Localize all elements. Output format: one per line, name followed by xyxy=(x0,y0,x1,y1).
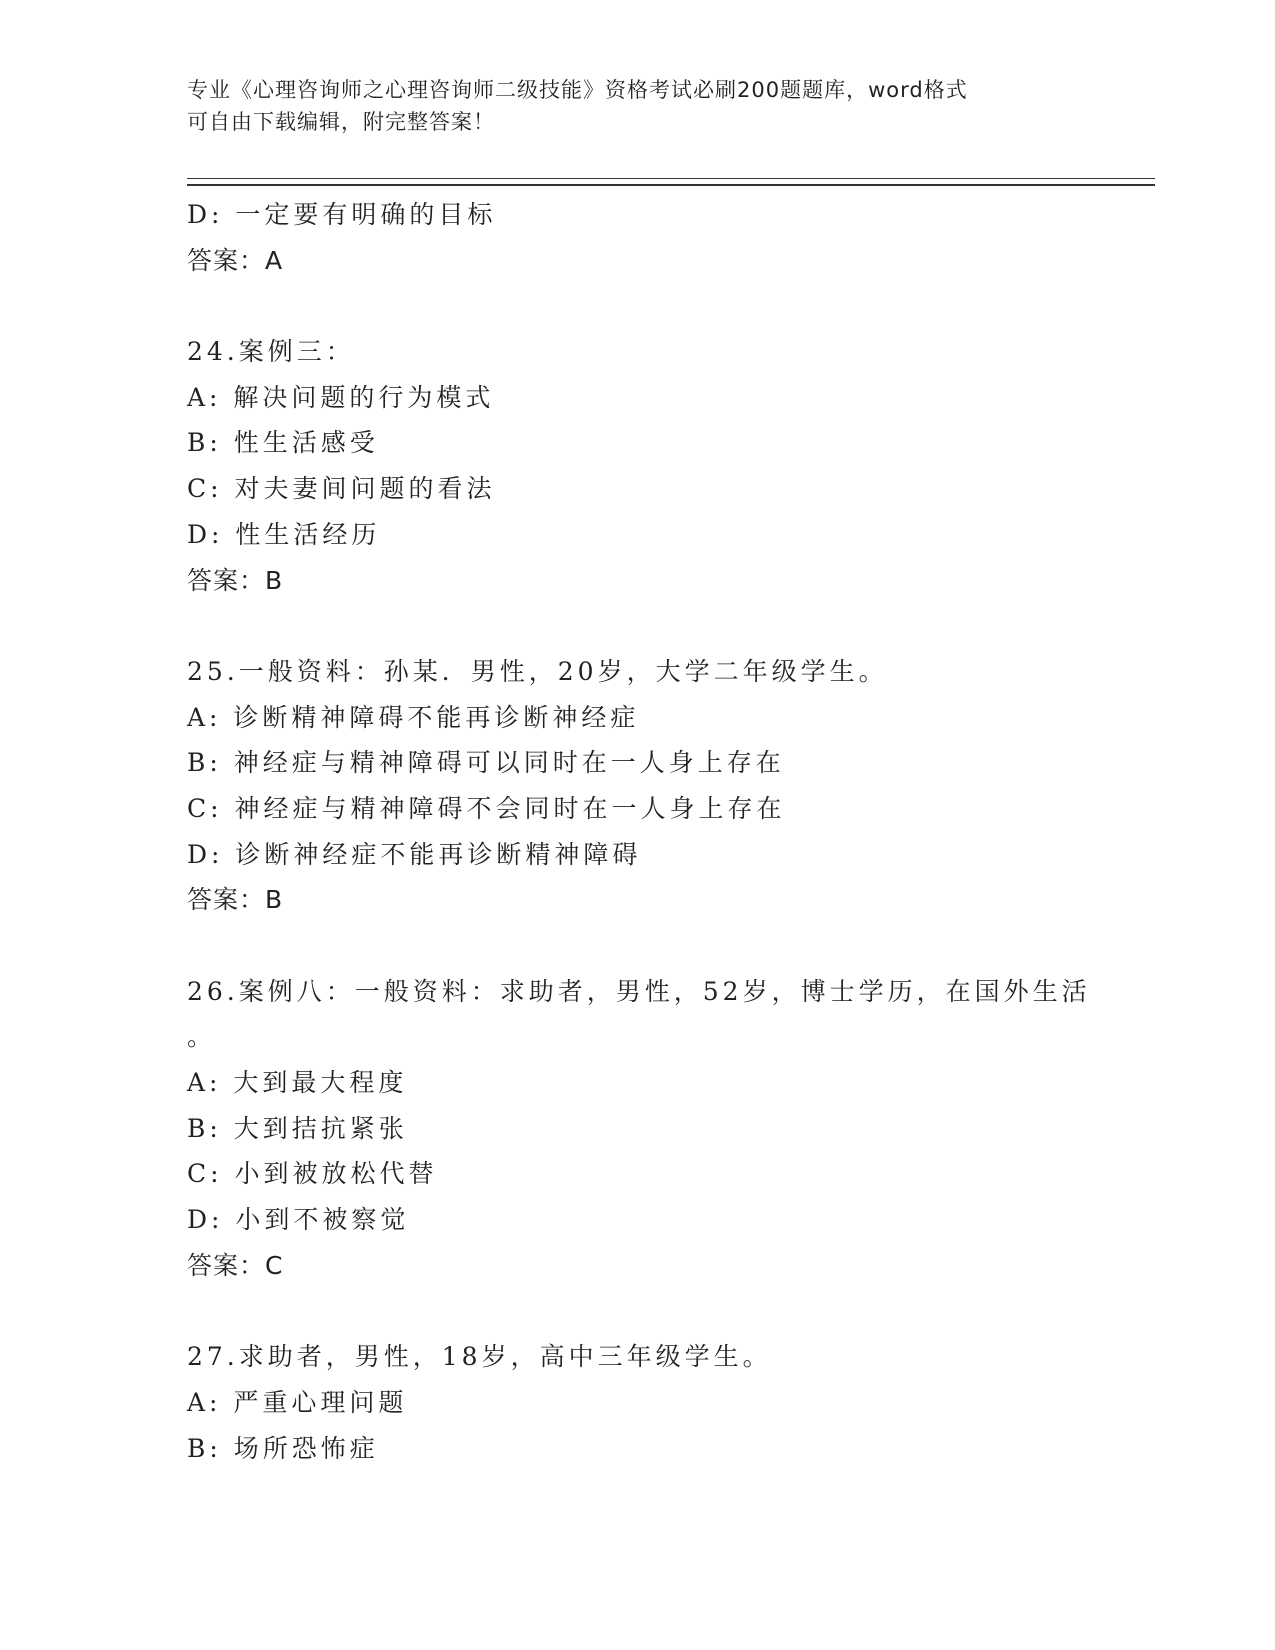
q26-option-b: B: 大到拮抗紧张 xyxy=(187,1113,408,1143)
spacer xyxy=(187,923,1087,969)
q24-stem: 24.案例三： xyxy=(187,337,355,367)
q24-option-a: A: 解决问题的行为模式 xyxy=(187,382,495,412)
q26-stem-continued: 。 xyxy=(187,1022,217,1052)
header-divider-thin xyxy=(187,178,1155,179)
header-line-2: 可自由下载编辑，附完整答案！ xyxy=(187,110,495,134)
q26-option-c: C: 小到被放松代替 xyxy=(187,1159,438,1189)
spacer xyxy=(187,1289,1087,1335)
q24-answer: 答案：B xyxy=(187,565,284,595)
q26-option-d: D: 小到不被察觉 xyxy=(187,1205,410,1235)
q23-answer: 答案：A xyxy=(187,245,284,275)
header-divider-thick xyxy=(187,184,1155,186)
document-header xyxy=(187,74,1087,138)
q25-option-a: A: 诊断精神障碍不能再诊断神经症 xyxy=(187,702,640,732)
q25-stem: 25.一般资料：孙某．男性，20岁，大学二年级学生。 xyxy=(187,656,888,686)
q26-stem: 26.案例八：一般资料：求助者，男性，52岁，博士学历，在国外生活 xyxy=(187,976,1091,1006)
spacer xyxy=(187,283,1087,329)
spacer xyxy=(187,603,1087,649)
q25-option-b: B: 神经症与精神障碍可以同时在一人身上存在 xyxy=(187,748,785,778)
q24-option-d: D: 性生活经历 xyxy=(187,519,381,549)
question-list xyxy=(187,192,1091,1471)
q24-option-b: B: 性生活感受 xyxy=(187,428,379,458)
header-line-1: 专业《心理咨询师之心理咨询师二级技能》资格考试必刷200题题库，word格式 xyxy=(187,78,968,102)
q26-option-a: A: 大到最大程度 xyxy=(187,1068,408,1098)
q25-answer: 答案：B xyxy=(187,885,284,915)
q26-answer: 答案：C xyxy=(187,1250,284,1280)
q25-option-d: D: 诊断神经症不能再诊断精神障碍 xyxy=(187,839,642,869)
q27-option-a: A: 严重心理问题 xyxy=(187,1387,408,1417)
q25-option-c: C: 神经症与精神障碍不会同时在一人身上存在 xyxy=(187,793,786,823)
q27-stem: 27.求助者，男性，18岁，高中三年级学生。 xyxy=(187,1342,772,1372)
q24-option-c: C: 对夫妻间问题的看法 xyxy=(187,474,496,504)
q23-option-d: D: 一定要有明确的目标 xyxy=(187,200,497,229)
q27-option-b: B: 场所恐怖症 xyxy=(187,1433,379,1463)
